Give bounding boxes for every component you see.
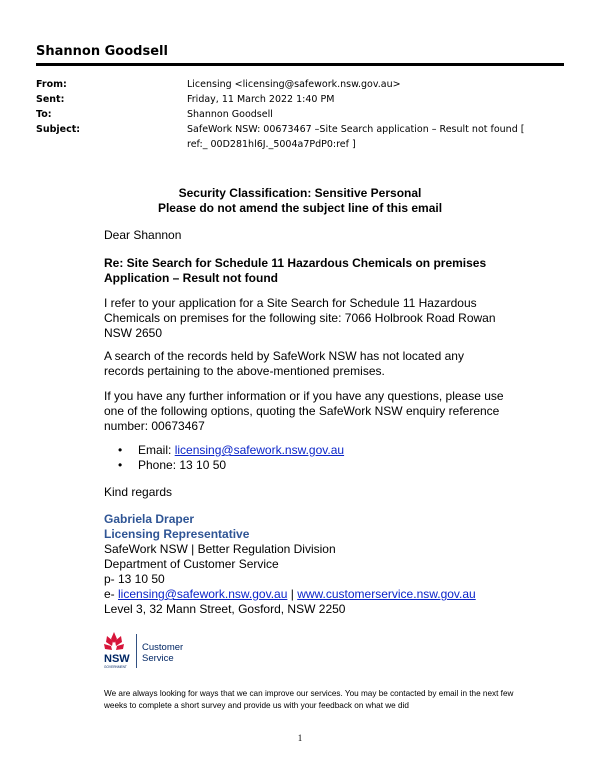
nsw-text: NSW <box>104 653 130 665</box>
to-label: To: <box>36 109 52 120</box>
logo-divider <box>136 634 137 668</box>
closing: Kind regards <box>104 485 173 499</box>
nsw-customer-service-logo <box>102 630 212 670</box>
waratah-icon <box>104 632 124 650</box>
to-value: Shannon Goodsell <box>187 109 273 120</box>
email-label: Email: <box>138 443 175 457</box>
signature-dept: Department of Customer Service <box>104 557 279 571</box>
from-label: From: <box>36 79 67 90</box>
signature-block <box>104 512 504 617</box>
logo-line-2: Service <box>142 653 174 664</box>
contact-phone-item <box>104 458 504 473</box>
contact-list <box>104 443 504 473</box>
classification-block <box>0 186 600 216</box>
survey-note: We are always looking for ways that we can improve our services. You may be contacted by email in the next few weeks to complete a short survey and provide us with your feedback on what we did <box>104 689 514 710</box>
phone-text: Phone: 13 10 50 <box>138 458 227 472</box>
header-rule <box>36 63 564 66</box>
subject-value: SafeWork NSW: 00673467 –Site Search application – Result not found [ ref:_ 00D281hl6J._5004a7PdP0:ref ] <box>187 124 525 150</box>
re-line: Re: Site Search for Schedule 11 Hazardous Chemicals on premises Application – Result not found <box>104 256 487 285</box>
bullet: • <box>118 443 123 457</box>
signature-phone: p- 13 10 50 <box>104 572 165 586</box>
email-prefix: e- <box>104 587 119 601</box>
contact-email-item <box>104 443 504 458</box>
subject-label: Subject: <box>36 124 81 135</box>
logo-line-1: Customer <box>142 642 184 653</box>
security-classification: Security Classification: Sensitive Personal <box>178 186 422 200</box>
page-number: 1 <box>297 733 303 743</box>
signature-name: Gabriela Draper <box>104 512 195 526</box>
signature-email-link[interactable]: licensing@safework.nsw.gov.au <box>118 587 288 601</box>
link-separator: | <box>287 587 298 601</box>
paragraph-3: If you have any further information or if you have any questions, please use one of the following options, quoting the SafeWork NSW enquiry reference number: 00673467 <box>104 389 504 433</box>
from-value: Licensing <licensing@safework.nsw.gov.au> <box>187 79 401 90</box>
signature-email-line <box>104 587 504 602</box>
government-text: GOVERNMENT <box>104 665 127 669</box>
greeting: Dear Shannon <box>104 228 182 242</box>
signature-title: Licensing Representative <box>104 527 250 541</box>
signature-org: SafeWork NSW | Better Regulation Division <box>104 542 336 556</box>
sent-value: Friday, 11 March 2022 1:40 PM <box>187 94 335 105</box>
paragraph-1: I refer to your application for a Site Search for Schedule 11 Hazardous Chemicals on premises for the following site: 7066 Holbrook Road Rowan NSW 2650 <box>104 296 496 340</box>
bullet: • <box>118 458 123 472</box>
paragraph-2: A search of the records held by SafeWork NSW has not located any records pertaining to the above-mentioned premises. <box>104 349 464 378</box>
subject-notice: Please do not amend the subject line of this email <box>157 201 443 215</box>
sent-label: Sent: <box>36 94 65 105</box>
signature-address: Level 3, 32 Mann Street, Gosford, NSW 2250 <box>104 602 346 616</box>
email-link[interactable]: licensing@safework.nsw.gov.au <box>174 443 345 457</box>
website-link[interactable]: www.customerservice.nsw.gov.au <box>297 587 476 601</box>
mailbox-owner: Shannon Goodsell <box>36 44 168 59</box>
